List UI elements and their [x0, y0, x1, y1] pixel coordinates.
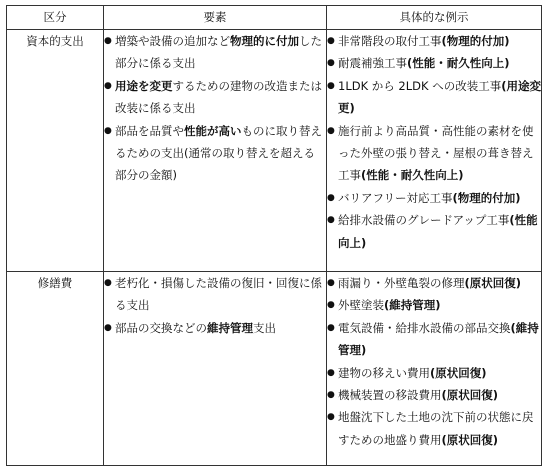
list-item: ● 機械装置の移設費用(原状回復): [327, 384, 541, 406]
list-item: ● 建物の移えい費用(原状回復): [327, 362, 541, 384]
list-item: ● 給排水設備のグレードアップ工事(性能向上): [327, 209, 541, 254]
header-examples: 具体的な例示: [327, 6, 542, 30]
row-repair-cost: [7, 272, 542, 466]
category-cell: 修繕費: [7, 272, 104, 466]
list-item: ● 老朽化・損傷した設備の復旧・回復に係る支出: [104, 272, 326, 317]
examples-list: [327, 30, 541, 254]
elements-cell: [104, 272, 327, 466]
header-row: [7, 6, 542, 30]
header-elements: 要素: [104, 6, 327, 30]
elements-list: [104, 30, 326, 187]
examples-cell: [327, 30, 542, 272]
list-item: ● 耐震補強工事(性能・耐久性向上): [327, 52, 541, 74]
list-item: ● 部品の交換などの維持管理支出: [104, 317, 326, 339]
list-item: ● 1LDK から 2LDK への改装工事(用途変更): [327, 75, 541, 120]
list-item: ● 雨漏り・外壁亀裂の修理(原状回復): [327, 272, 541, 294]
list-item: ● 施行前より高品質・高性能の素材を使った外壁の張り替え・屋根の葺き替え工事(性能・耐久性向上): [327, 120, 541, 187]
list-item: ● 地盤沈下した土地の沈下前の状態に戻すための地盛り費用(原状回復): [327, 406, 541, 451]
list-item: ● 外壁塗装(維持管理): [327, 294, 541, 316]
examples-cell: [327, 272, 542, 466]
elements-list: [104, 272, 326, 339]
category-cell: 資本的支出: [7, 30, 104, 272]
list-item: ● 用途を変更するための建物の改造または改装に係る支出: [104, 75, 326, 120]
list-item: ● 増築や設備の追加など物理的に付加した部分に係る支出: [104, 30, 326, 75]
examples-list: [327, 272, 541, 451]
list-item: ● 電気設備・給排水設備の部品交換(維持管理): [327, 317, 541, 362]
row-capital-expenditure: [7, 30, 542, 272]
list-item: ● 非常階段の取付工事(物理的付加): [327, 30, 541, 52]
list-item: ● バリアフリー対応工事(物理的付加): [327, 187, 541, 209]
list-item: ● 部品を品質や性能が高いものに取り替えるための支出(通常の取り替えを超える部分の金額): [104, 120, 326, 187]
elements-cell: [104, 30, 327, 272]
header-category: 区分: [7, 6, 104, 30]
expense-classification-table: [6, 5, 542, 466]
